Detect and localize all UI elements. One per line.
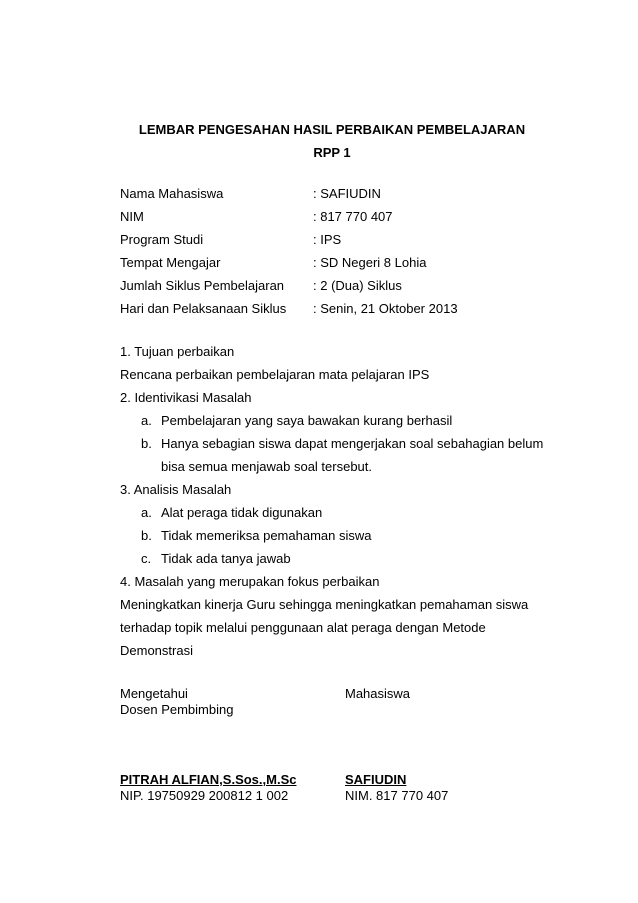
right-signature-role: Mahasiswa: [345, 686, 411, 701]
identity-value-date: : Senin, 21 Oktober 2013: [313, 301, 458, 316]
left-signature-id: NIP. 19750929 200812 1 002: [120, 788, 289, 803]
identity-label-date: Hari dan Pelaksanaan Siklus: [120, 301, 287, 316]
identity-value-cycles: : 2 (Dua) Siklus: [313, 278, 402, 293]
identity-label-place: Tempat Mengajar: [120, 255, 221, 270]
section-1-heading: 1. Tujuan perbaikan: [120, 344, 235, 359]
list-item-continuation: bisa semua menjawab soal tersebut.: [161, 459, 373, 474]
left-signature-role: Mengetahui: [120, 686, 188, 701]
list-item: Hanya sebagian siswa dapat mengerjakan soal sebahagian belum: [161, 436, 544, 451]
list-marker: a.: [141, 505, 152, 520]
identity-label-name: Nama Mahasiswa: [120, 186, 224, 201]
identity-value-nim: : 817 770 407: [313, 209, 393, 224]
list-marker: b.: [141, 528, 152, 543]
identity-value-name: : SAFIUDIN: [313, 186, 381, 201]
section-4-text-line: terhadap topik melalui penggunaan alat peraga dengan Metode: [120, 620, 486, 635]
right-signature-id: NIM. 817 770 407: [345, 788, 449, 803]
list-marker: a.: [141, 413, 152, 428]
list-item: Pembelajaran yang saya bawakan kurang berhasil: [161, 413, 453, 428]
list-item: Alat peraga tidak digunakan: [161, 505, 323, 520]
identity-label-cycles: Jumlah Siklus Pembelajaran: [120, 278, 285, 293]
identity-label-nim: NIM: [120, 209, 144, 224]
section-3-heading: 3. Analisis Masalah: [120, 482, 232, 497]
identity-value-place: : SD Negeri 8 Lohia: [313, 255, 427, 270]
identity-value-program: : IPS: [313, 232, 342, 247]
identity-label-program: Program Studi: [120, 232, 204, 247]
left-signature-name: PITRAH ALFIAN,S.Sos.,M.Sc: [120, 772, 297, 787]
section-2-heading: 2. Identivikasi Masalah: [120, 390, 252, 405]
list-marker: b.: [141, 436, 152, 451]
list-item: Tidak ada tanya jawab: [161, 551, 291, 566]
left-signature-role-2: Dosen Pembimbing: [120, 702, 234, 717]
section-4-text-line: Demonstrasi: [120, 643, 193, 658]
document-subtitle: RPP 1: [313, 145, 351, 160]
right-signature-name: SAFIUDIN: [345, 772, 407, 787]
document-title: LEMBAR PENGESAHAN HASIL PERBAIKAN PEMBELAJARAN: [138, 122, 526, 137]
list-marker: c.: [141, 551, 152, 566]
section-1-text: Rencana perbaikan pembelajaran mata pelajaran IPS: [120, 367, 430, 382]
section-4-heading: 4. Masalah yang merupakan fokus perbaikan: [120, 574, 380, 589]
section-4-text-line: Meningkatkan kinerja Guru sehingga meningkatkan pemahaman siswa: [120, 597, 529, 612]
list-item: Tidak memeriksa pemahaman siswa: [161, 528, 372, 543]
